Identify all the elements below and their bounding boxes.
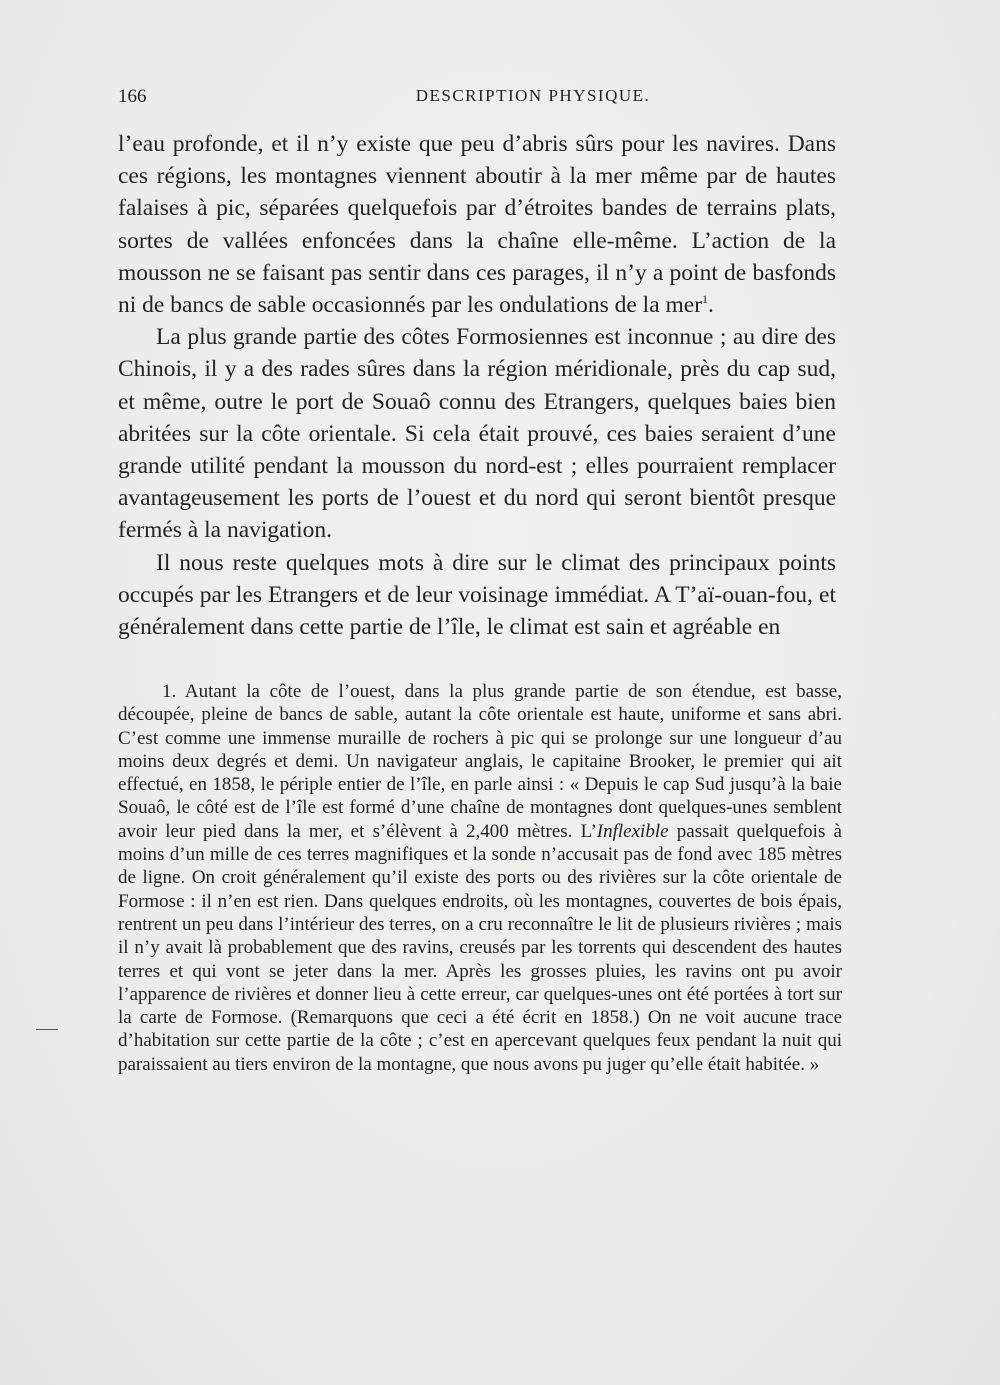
sentence-end: . — [708, 292, 714, 319]
main-text — [118, 128, 836, 643]
footnote-text — [118, 680, 842, 1076]
ship-name: Inflexible — [596, 820, 669, 842]
running-head — [118, 86, 838, 112]
footnote — [118, 680, 842, 1076]
footnote-reference: 1 — [702, 292, 709, 307]
paragraph: La plus grande partie des côtes Formosiennes est inconnue ; au dire des Chinois, il y a des rades sûres dans la région méridionale, près du cap sud, et même, outre le port de Souaô connu des Etrangers, quelques baies bien abritées sur la côte orientale. Si cela était prouvé, ces baies seraient d’une grande utilité pendant la mousson du nord-est ; elles pourraient remplacer avantageusement les ports de l’ouest et du nord qui seront bientôt presque fermés à la navigation. — [118, 324, 836, 544]
page-number: 166 — [118, 86, 147, 107]
paragraph-text: l’eau profonde, et il n’y existe que peu d’abris sûrs pour les navires. Dans ces régions, les montagnes viennent aboutir à la mer même par de hautes falaises à pic, séparées quelquefois par d’étroites bandes de terrains plats, sortes de vallées enfoncées dans la chaîne elle-même. L’action de la mousson ne se faisant pas sentir dans ces parages, il n’y a point de basfonds ni de bancs de sable occasionnés par les ondulations de la mer — [118, 131, 836, 319]
footnote-text-part: 1. Autant la côte de l’ouest, dans la plus grande partie de son étendue, est basse, découpée, pleine de bancs de sable, autant la côte orientale est haute, uniforme et sans abri. C’est comme une immense muraille de rochers à pic qui se prolonge sur une longueur d’au moins deux degrés et demi. Un navigateur anglais, le capitaine Brooker, le premier qui ait effectué, en 1858, le périple entier de l’île, en parle ainsi : « Depuis le cap Sud jusqu’à la baie Souaô, le côté est de l’île est formé d’une chaîne de montagnes dont quelques-unes semblent avoir leur pied dans la mer, et s’élèvent à 2,400 mètres. L’ — [118, 681, 842, 842]
margin-mark — [36, 1029, 58, 1030]
paragraph — [118, 128, 836, 321]
paragraph: Il nous reste quelques mots à dire sur le climat des principaux points occupés par les Etrangers et de leur voisinage immédiat. A T’aï-ouan-fou, et généralement dans cette partie de l’île, le climat est sain et agréable en — [118, 549, 836, 641]
footnote-text-part: passait quelquefois à moins d’un mille de ces terres magnifiques et la sonde n’accusait pas de fond avec 185 mètres de ligne. On croit généralement qu’il existe des ports ou des rivières sur la côte orientale de Formose : il n’en est rien. Dans quelques endroits, où les montagnes, couvertes de bois épais, rentrent un peu dans l’intérieur des terres, on a cru reconnaître le lit de plusieurs rivières ; mais il n’y avait là probablement que des ravins, creusés par les torrents qui descendent des hautes terres et qui vont se jeter dans la mer. Après les grosses pluies, les ravins ont pu avoir l’apparence de rivières et donner lieu à cette erreur, car quelques-unes ont été portées à tort sur la carte de Formose. (Remarquons que ceci a été écrit en 1858.) On ne voit aucune trace d’habitation sur cette partie de la côte ; c’est en apercevant quelques feux pendant la nuit qui paraissaient au tiers environ de la montagne, que nous avons pu juger qu’elle était habitée. » — [118, 820, 842, 1075]
running-title: DESCRIPTION PHYSIQUE. — [415, 86, 651, 105]
